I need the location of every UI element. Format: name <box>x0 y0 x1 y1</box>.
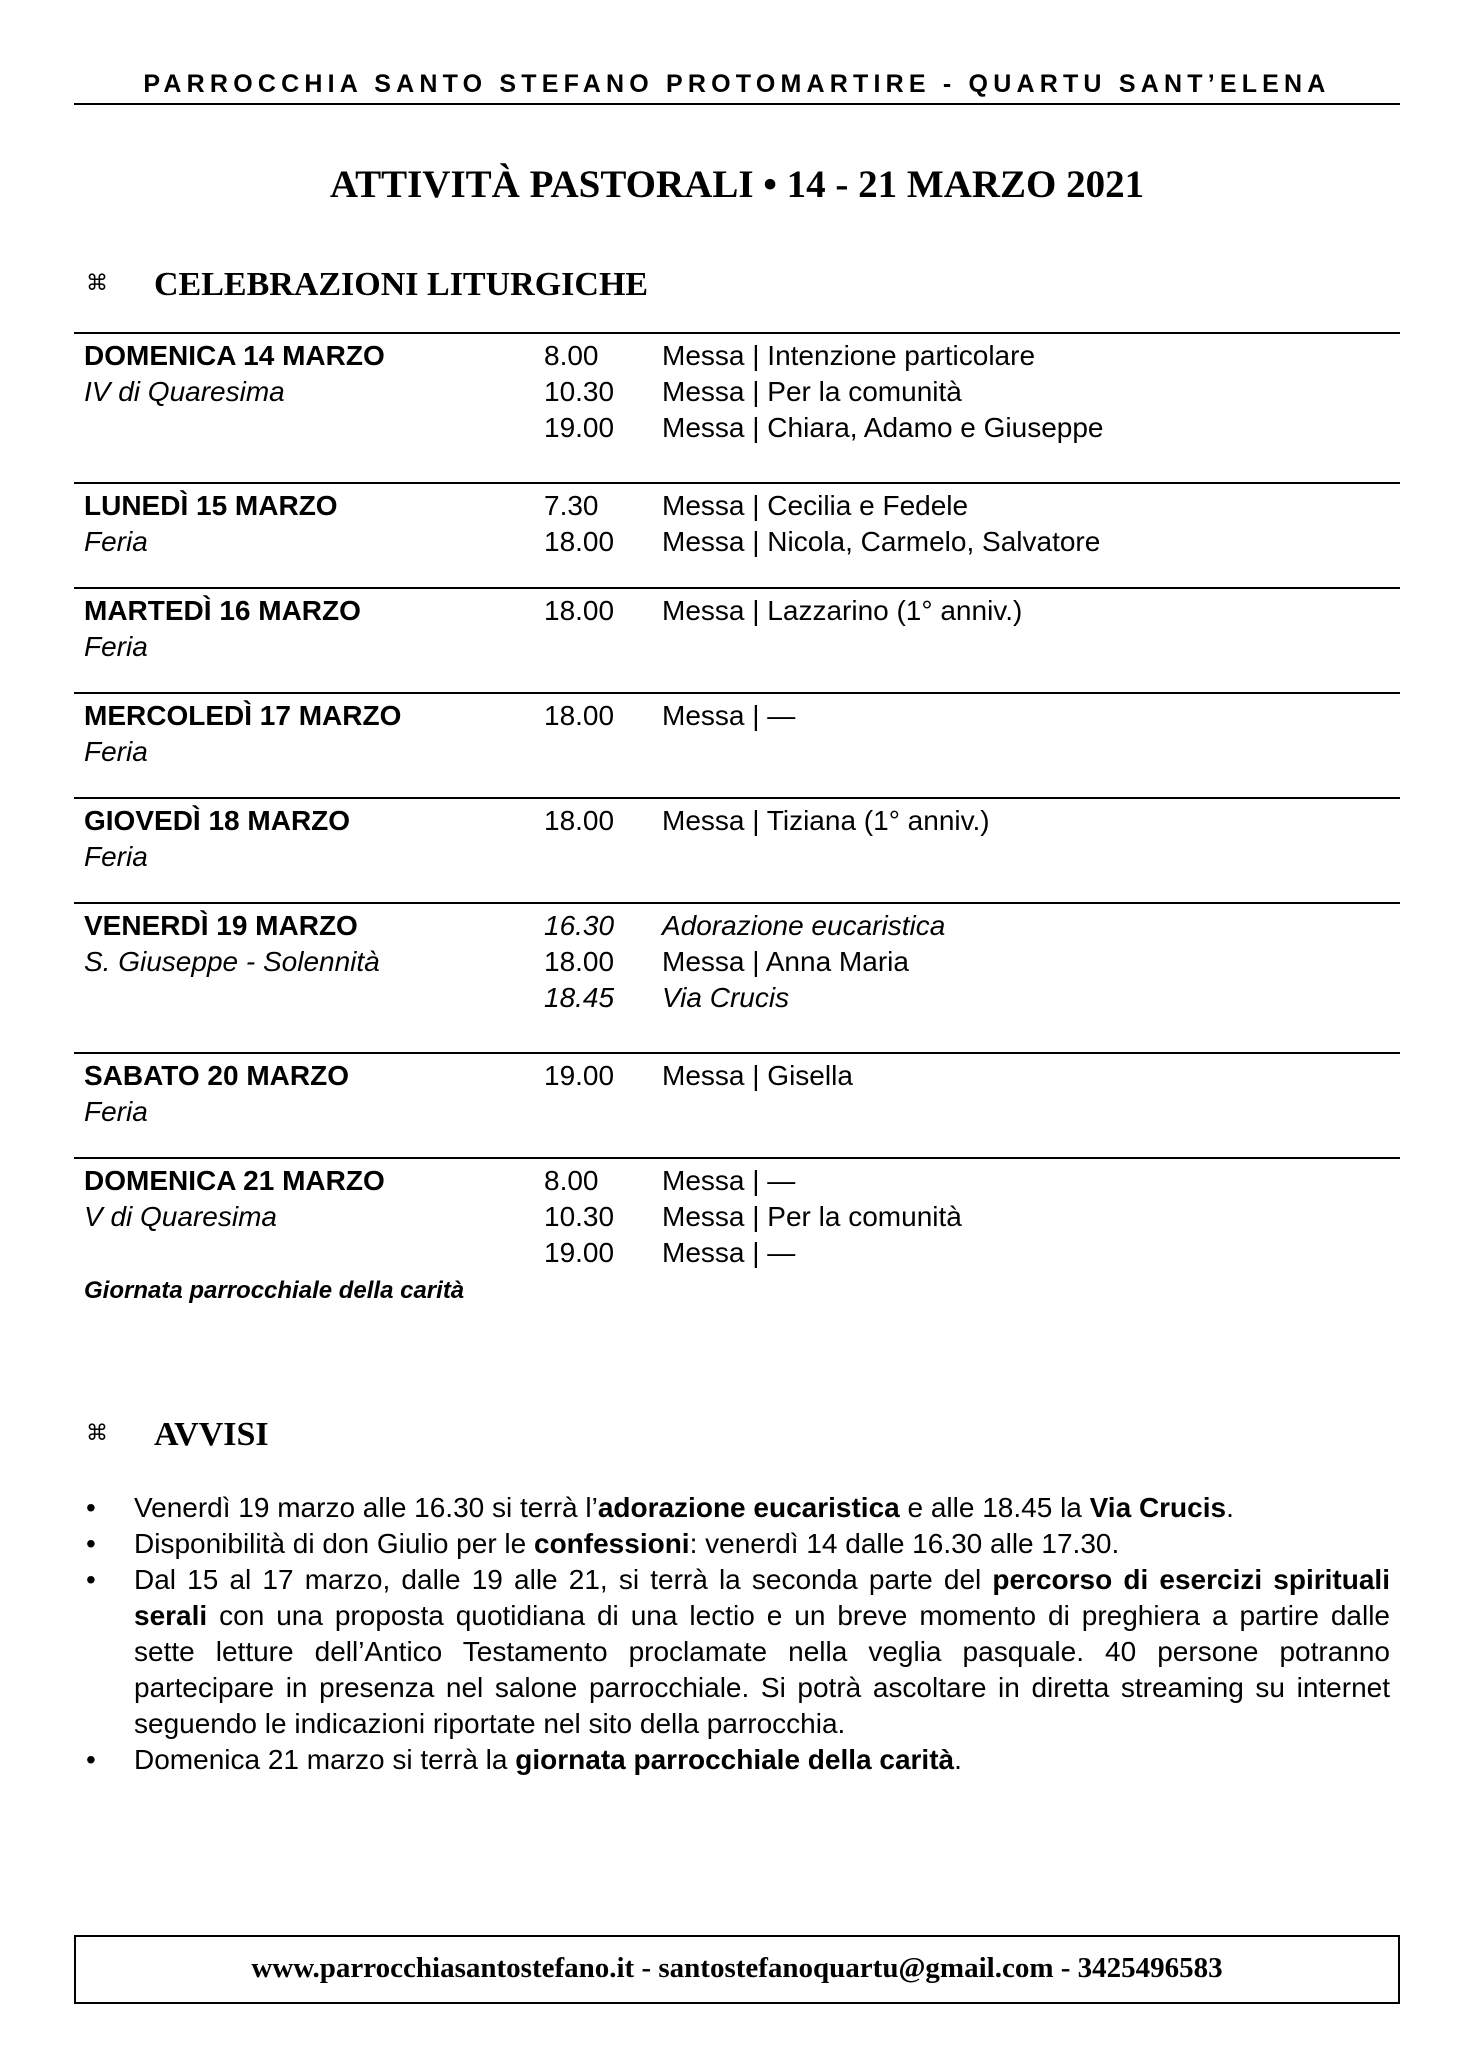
bullet-icon: • <box>86 1744 96 1775</box>
event-time: 16.30 <box>544 910 615 941</box>
event-time: 18.00 <box>544 805 615 836</box>
schedule-day-row <box>74 1052 1400 1157</box>
header-divider <box>74 103 1400 105</box>
day-name: MARTEDÌ 16 MARZO <box>84 595 361 626</box>
event-list <box>544 904 945 1016</box>
event-description: Messa | Nicola, Carmelo, Salvatore <box>662 526 1101 557</box>
event-item <box>544 1199 962 1235</box>
event-description: Via Crucis <box>662 982 790 1013</box>
avviso-highlight: giornata parrocchiale della carità <box>515 1744 955 1775</box>
event-time: 18.00 <box>544 595 615 626</box>
event-item <box>544 374 1104 410</box>
celebrations-title: CELEBRAZIONI LITURGICHE <box>154 266 649 303</box>
day-info <box>84 1054 349 1130</box>
liturgical-day: Feria <box>84 841 148 872</box>
event-time: 10.30 <box>544 1201 615 1232</box>
schedule-day-row <box>74 482 1400 587</box>
liturgical-day: Feria <box>84 631 148 662</box>
event-list <box>544 1054 853 1094</box>
event-description: Messa | Cecilia e Fedele <box>662 490 969 521</box>
footer-contact-box <box>74 1935 1400 2004</box>
schedule-day-row <box>74 902 1400 1052</box>
avviso-text: con una proposta quotidiana di una lectio e un breve momento di preghiera a partire dalle sette letture dell’Antico Testamento proclamate nella veglia pasquale. 40 persone potranno partecipare in presenza nel salone parrocchiale. Si potrà ascoltare in diretta streaming su internet seguendo le indicazioni riportate nel sito della parrocchia. <box>134 1600 1390 1739</box>
event-time: 19.00 <box>544 1237 615 1268</box>
event-time: 8.00 <box>544 340 599 371</box>
avviso-item <box>86 1526 1390 1562</box>
liturgical-day: Feria <box>84 526 148 557</box>
liturgical-day: S. Giuseppe - Solennità <box>84 946 380 977</box>
schedule-day-row <box>74 587 1400 692</box>
event-description: Messa | Anna Maria <box>662 946 909 977</box>
event-list <box>544 589 1022 629</box>
avvisi-title: AVVISI <box>154 1416 269 1453</box>
day-info <box>84 799 350 875</box>
event-list <box>544 334 1104 446</box>
parish-header: PARROCCHIA SANTO STEFANO PROTOMARTIRE - QUARTU SANT’ELENA <box>143 70 1331 98</box>
event-item <box>544 338 1104 374</box>
event-item <box>544 1235 962 1271</box>
avviso-text: Disponibilità di don Giulio per le <box>134 1528 534 1559</box>
day-info <box>84 904 380 980</box>
event-item <box>544 944 945 980</box>
avviso-text: . <box>954 1744 962 1775</box>
event-item <box>544 1058 853 1094</box>
day-name: SABATO 20 MARZO <box>84 1060 349 1091</box>
avviso-highlight: adorazione eucaristica <box>597 1492 900 1523</box>
event-description: Messa | — <box>662 1165 796 1196</box>
event-item <box>544 980 945 1016</box>
day-info <box>84 334 385 410</box>
schedule-day-row <box>74 797 1400 902</box>
avvisi-list <box>86 1490 1390 1778</box>
avviso-highlight: Via Crucis <box>1089 1492 1227 1523</box>
star-icon: ⌘ <box>86 1420 108 1445</box>
avviso-text: . <box>1226 1492 1234 1523</box>
event-description: Messa | Per la comunità <box>662 376 962 407</box>
avviso-text: : venerdì 14 dalle 16.30 alle 17.30. <box>689 1528 1120 1559</box>
avviso-item <box>86 1742 1390 1778</box>
avvisi-section-heading <box>86 1416 486 1456</box>
liturgical-day: Feria <box>84 1096 148 1127</box>
event-description: Messa | — <box>662 1237 796 1268</box>
event-time: 18.00 <box>544 700 615 731</box>
event-item <box>544 908 945 944</box>
avviso-text: Domenica 21 marzo si terrà la <box>134 1744 516 1775</box>
avviso-highlight: confessioni <box>534 1528 690 1559</box>
event-item <box>544 410 1104 446</box>
event-list <box>544 484 1100 560</box>
liturgical-schedule <box>74 332 1400 1307</box>
event-list <box>544 799 990 839</box>
liturgical-day: Feria <box>84 736 148 767</box>
footer-contacts: www.parrocchiasantostefano.it - santostefanoquartu@gmail.com - 3425496583 <box>251 1952 1223 1984</box>
day-info <box>84 589 361 665</box>
avviso-text: e alle 18.45 la <box>899 1492 1090 1523</box>
day-name: DOMENICA 14 MARZO <box>84 340 385 371</box>
event-time: 18.00 <box>544 946 615 977</box>
day-name: LUNEDÌ 15 MARZO <box>84 490 338 521</box>
event-description: Messa | Intenzione particolare <box>662 340 1036 371</box>
avviso-text: Venerdì 19 marzo alle 16.30 si terrà l’ <box>134 1492 598 1523</box>
event-time: 19.00 <box>544 1060 615 1091</box>
event-time: 19.00 <box>544 412 615 443</box>
event-description: Adorazione eucaristica <box>662 910 946 941</box>
event-time: 7.30 <box>544 490 599 521</box>
liturgical-day: V di Quaresima <box>84 1201 277 1232</box>
event-time: 18.45 <box>544 982 615 1013</box>
event-item <box>544 698 795 734</box>
bullet-icon: • <box>86 1492 96 1523</box>
event-list <box>544 694 795 734</box>
event-time: 18.00 <box>544 526 615 557</box>
bullet-icon: • <box>86 1564 96 1595</box>
event-description: Messa | Tiziana (1° anniv.) <box>662 805 990 836</box>
event-description: Messa | Per la comunità <box>662 1201 962 1232</box>
avviso-text: Dal 15 al 17 marzo, dalle 19 alle 21, si terrà la seconda parte del <box>134 1564 993 1595</box>
event-description: Messa | Lazzarino (1° anniv.) <box>662 595 1023 626</box>
day-name: VENERDÌ 19 MARZO <box>84 910 358 941</box>
event-item <box>544 593 1022 629</box>
day-info <box>84 694 401 770</box>
avviso-highlight: percorso di esercizi spirituali serali <box>134 1564 1390 1631</box>
event-time: 10.30 <box>544 376 615 407</box>
event-item <box>544 488 1100 524</box>
event-item <box>544 1163 962 1199</box>
liturgical-day: IV di Quaresima <box>84 376 285 407</box>
event-time: 8.00 <box>544 1165 599 1196</box>
event-item <box>544 803 990 839</box>
day-info <box>84 484 338 560</box>
event-description: Messa | Gisella <box>662 1060 853 1091</box>
event-description: Messa | Chiara, Adamo e Giuseppe <box>662 412 1104 443</box>
avviso-item <box>86 1490 1390 1526</box>
avviso-item <box>86 1562 1390 1742</box>
bullet-icon: • <box>86 1528 96 1559</box>
event-item <box>544 524 1100 560</box>
event-list <box>544 1159 962 1271</box>
day-note: Giornata parrocchiale della carità <box>84 1277 465 1304</box>
schedule-day-row <box>74 332 1400 482</box>
day-name: DOMENICA 21 MARZO <box>84 1165 385 1196</box>
day-name: MERCOLEDÌ 17 MARZO <box>84 700 402 731</box>
star-icon: ⌘ <box>86 270 108 295</box>
celebrations-section-heading <box>86 266 786 306</box>
schedule-day-row <box>74 692 1400 797</box>
day-info <box>84 1159 464 1309</box>
event-description: Messa | — <box>662 700 796 731</box>
schedule-day-row <box>74 1157 1400 1307</box>
day-name: GIOVEDÌ 18 MARZO <box>84 805 351 836</box>
page-title: ATTIVITÀ PASTORALI • 14 - 21 MARZO 2021 <box>329 163 1145 206</box>
